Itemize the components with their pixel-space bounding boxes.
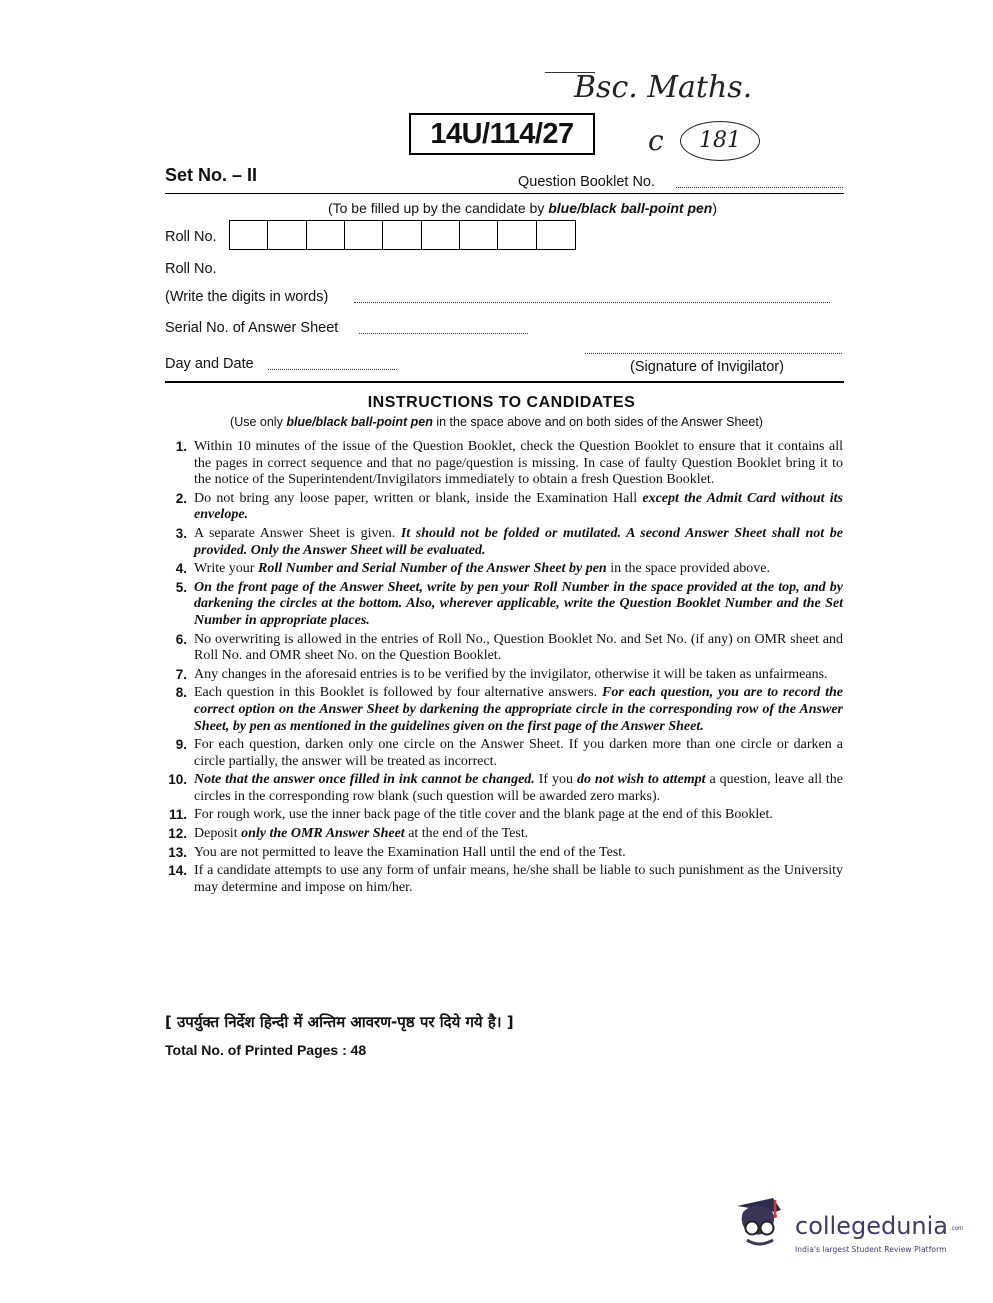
- instruction-emphasis: On the front page of the Answer Sheet, write by pen your Roll Number in the space provided at the top, and by darkening the circles at the bottom. Also, wherever applicable, write the Question Booklet Number and the Set Number in appropriate places.: [194, 579, 843, 628]
- roll-no-cell[interactable]: [383, 221, 421, 249]
- instruction-number: 6.: [175, 631, 187, 647]
- instruction-number: 14.: [168, 863, 187, 879]
- instruction-number: 12.: [168, 826, 187, 842]
- instruction-item: [160, 737, 843, 770]
- instruction-text: Do not bring any loose paper, written or blank, inside the Examination Hall: [194, 490, 638, 506]
- instruction-item: [160, 826, 843, 843]
- instruction-number: 7.: [175, 666, 187, 682]
- write-digits-label: (Write the digits in words): [165, 289, 329, 305]
- brand-tagline: India's largest Student Review Platform: [795, 1245, 947, 1254]
- roll-no-cell[interactable]: [460, 221, 498, 249]
- instruction-text: Within 10 minutes of the issue of the Question Booklet, check the Question Booklet to ensure that it contains all the pages in correct sequence and that no page/question is missing. In case of faulty Question Booklet bring it to the notice of the Superintendent/Invigilators immediately to obtain a fresh Question Booklet.: [194, 439, 843, 488]
- instruction-text: You are not permitted to leave the Examination Hall until the end of the Test.: [194, 844, 626, 860]
- roll-no-words-field[interactable]: [354, 292, 830, 303]
- day-date-field[interactable]: [268, 359, 397, 370]
- instruction-emphasis: Roll Number and Serial Number of the Answer Sheet by pen: [257, 561, 607, 577]
- total-pages: Total No. of Printed Pages : 48: [165, 1042, 367, 1058]
- instruction-emphasis: It should not be folded or mutilated. A second Answer Sheet shall not be provided. Only the Answer Sheet will be evaluated.: [194, 525, 843, 558]
- instruction-emphasis: For each question, you are to record the correct option on the Answer Sheet by darkening the appropriate circle in the corresponding row of the Answer Sheet, by pen as mentioned in the guidelines given on the first page of the Answer Sheet.: [194, 685, 843, 734]
- instruction-emphasis: except the Admit Card without its envelope.: [194, 490, 843, 523]
- instruction-item: [160, 772, 843, 805]
- instruction-emphasis-2: do not wish to attempt: [576, 772, 706, 788]
- fill-instruction-prefix: (To be filled up by the candidate by: [327, 200, 545, 216]
- instructions-subtitle: [0, 415, 993, 429]
- roll-no-cell[interactable]: [307, 221, 345, 249]
- instruction-text: A separate Answer Sheet is given.: [194, 525, 396, 541]
- roll-no-cell[interactable]: [422, 221, 460, 249]
- question-booklet-field[interactable]: [676, 177, 843, 188]
- hindi-note: [ उपर्युक्त निर्देश हिन्दी में अन्तिम आवरण-पृष्ठ पर दिये गये है। ]: [165, 1013, 514, 1031]
- instruction-item: [160, 439, 843, 489]
- instruction-number: 5.: [175, 579, 187, 595]
- serial-no-field[interactable]: [359, 323, 528, 334]
- instruction-number: 10.: [168, 772, 187, 788]
- form-divider: [165, 381, 844, 383]
- signature-field[interactable]: [585, 343, 842, 354]
- instruction-tail: in the space provided above.: [610, 561, 771, 577]
- instruction-text: No overwriting is allowed in the entries of Roll No., Question Booklet No. and Set No. (if any) on OMR sheet and Roll No. and OMR sheet No. on the Question Booklet.: [194, 631, 843, 664]
- handwritten-code-circle: 181: [680, 121, 760, 161]
- instruction-text: Any changes in the aforesaid entries is to be verified by the invigilator, otherwise it will be taken as unfairmeans.: [194, 666, 828, 682]
- instruction-number: 13.: [168, 844, 187, 860]
- paper-code: 14U/114/27: [409, 113, 595, 155]
- fill-instruction: [0, 200, 993, 216]
- day-date-label: Day and Date: [165, 356, 254, 372]
- instruction-number: 1.: [175, 439, 187, 454]
- instruction-item: [160, 526, 843, 559]
- instruction-tail: a question, leave all the circles in the corresponding row blank (such question will be awarded zero marks).: [194, 772, 844, 804]
- roll-no-cell[interactable]: [268, 221, 306, 249]
- brand-name: collegedunia: [795, 1212, 949, 1240]
- instruction-item: [160, 580, 843, 630]
- instruction-text: Write your: [194, 561, 255, 577]
- roll-no-cell[interactable]: [230, 221, 268, 249]
- signature-label: (Signature of Invigilator): [630, 359, 784, 375]
- instruction-emphasis: Note that the answer once filled in ink cannot be changed.: [194, 772, 535, 788]
- instruction-item: [160, 491, 843, 524]
- roll-no-label: Roll No.: [165, 229, 217, 245]
- instruction-number: 9.: [175, 737, 187, 753]
- serial-no-label: Serial No. of Answer Sheet: [165, 320, 339, 336]
- fill-instruction-suffix: ): [712, 200, 718, 216]
- instructions-sub-prefix: (Use only: [230, 415, 283, 429]
- instruction-number: 8.: [175, 685, 187, 701]
- handwritten-course: Bsc. Maths.: [574, 70, 753, 105]
- roll-no-cell[interactable]: [345, 221, 383, 249]
- collegedunia-logo-icon: [735, 1196, 793, 1252]
- handwritten-code-prefix: c: [648, 124, 664, 157]
- instruction-text: Each question in this Booklet is followed by four alternative answers.: [194, 685, 598, 701]
- roll-no-cell[interactable]: [498, 221, 536, 249]
- roll-no-words-label: Roll No.: [165, 261, 217, 277]
- brand-dotcom: .com: [950, 1226, 964, 1232]
- instructions-sub-suffix: in the space above and on both sides of the Answer Sheet): [436, 415, 763, 429]
- instruction-emphasis: only the OMR Answer Sheet: [241, 826, 405, 842]
- instructions-sub-pen: blue/black ball-point pen: [286, 415, 433, 429]
- instruction-number: 2.: [175, 490, 187, 506]
- instructions-list: [160, 439, 843, 898]
- instruction-item: [160, 685, 843, 735]
- instruction-text: For each question, darken only one circle on the Answer Sheet. If you darken more than one circle or darken a circle partially, the answer will be treated as incorrect.: [194, 737, 843, 769]
- top-divider: [165, 193, 844, 194]
- instruction-item: [160, 632, 843, 665]
- instruction-text: If you: [538, 772, 574, 788]
- instruction-text: If a candidate attempts to use any form of unfair means, he/she shall be liable to such punishment as the University may determine and impose on him/her.: [194, 863, 843, 895]
- instruction-item: [160, 845, 843, 862]
- instruction-tail: at the end of the Test.: [408, 826, 529, 842]
- instruction-item: [160, 863, 843, 896]
- instruction-text: For rough work, use the inner back page of the title cover and the blank page at the end of this Booklet.: [194, 807, 773, 823]
- instruction-text: Deposit: [194, 826, 238, 842]
- roll-no-cell[interactable]: [537, 221, 575, 249]
- question-booklet-label: Question Booklet No.: [518, 174, 656, 190]
- instructions-title: INSTRUCTIONS TO CANDIDATES: [367, 394, 636, 411]
- instruction-number: 11.: [168, 807, 187, 823]
- fill-instruction-pen: blue/black ball-point pen: [548, 200, 713, 216]
- instruction-number: 4.: [175, 561, 187, 577]
- instruction-number: 3.: [175, 525, 187, 541]
- instruction-item: [160, 807, 843, 824]
- instruction-item: [160, 667, 843, 684]
- handwritten-course-underline: [545, 72, 595, 73]
- roll-no-boxes[interactable]: [229, 220, 576, 250]
- instruction-item: [160, 561, 843, 578]
- set-number: Set No. – II: [165, 165, 258, 185]
